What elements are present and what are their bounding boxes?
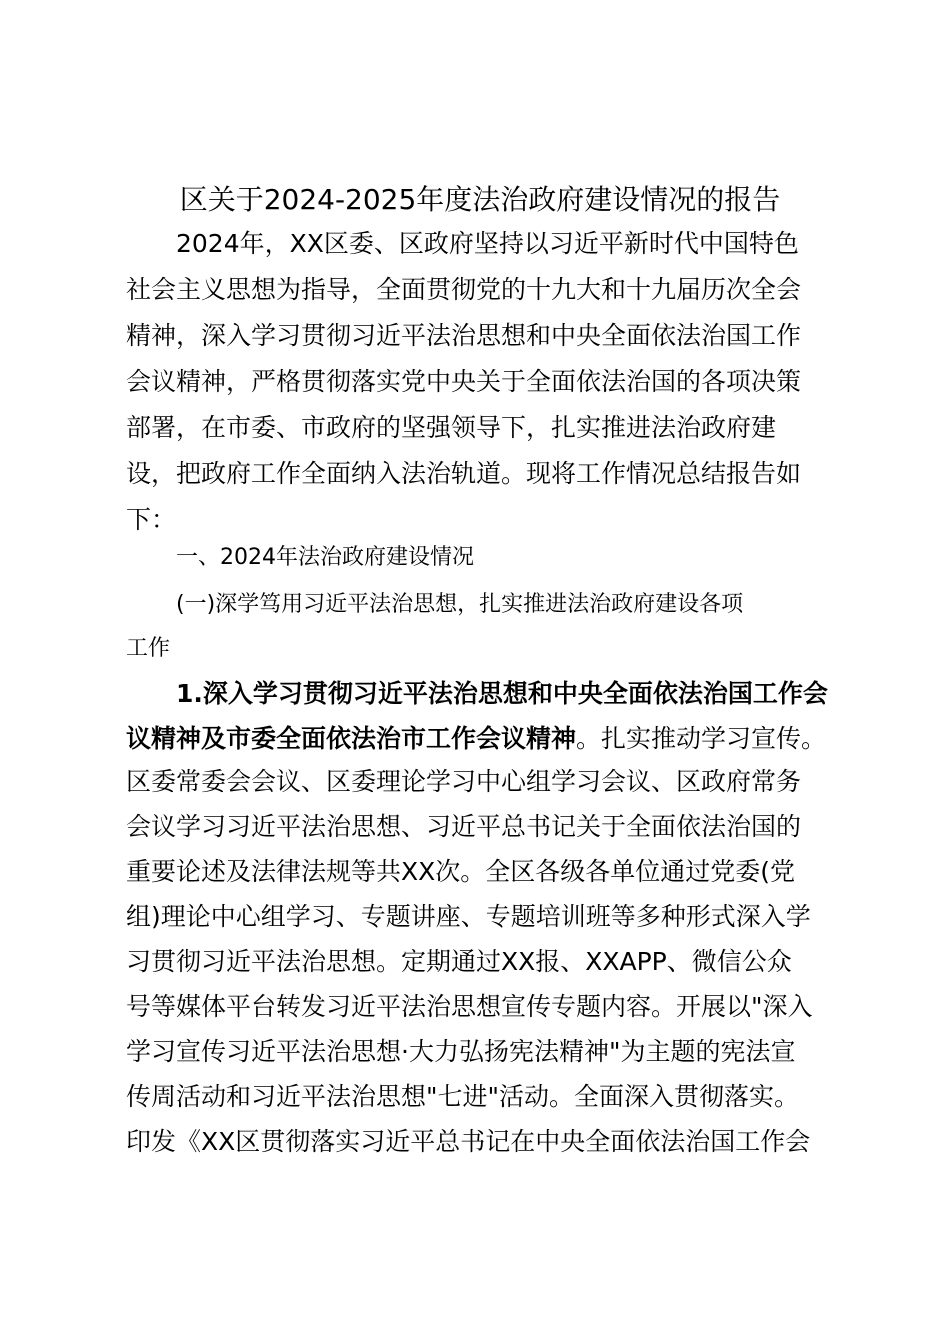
section-heading: 一、2024年法治政府建设情况 <box>176 545 474 570</box>
intro-line-7: 下： <box>126 505 177 534</box>
item1-line-10: 传周活动和习近平法治思想"七进"活动。全面深入贯彻落实。 <box>126 1082 800 1111</box>
item1-bold-line-1: 1.深入学习贯彻习近平法治思想和中央全面依法治国工作会 <box>176 679 828 708</box>
intro-line-1: 2024年，XX区委、区政府坚持以习近平新时代中国特色 <box>176 229 799 258</box>
intro-line-4: 会议精神，严格贯彻落实党中央关于全面依法治国的各项决策 <box>126 367 802 396</box>
item1-line-4: 会议学习习近平法治思想、习近平总书记关于全面依法治国的 <box>126 812 802 841</box>
subsection-heading-line-2: 工作 <box>126 636 171 661</box>
item1-line-7: 习贯彻习近平法治思想。定期通过XX报、XXAPP、微信公众 <box>126 947 792 976</box>
intro-line-2: 社会主义思想为指导，全面贯彻党的十九大和十九届历次全会 <box>126 275 802 304</box>
item1-line-11: 印发《XX区贯彻落实习近平总书记在中央全面依法治国工作会 <box>126 1127 811 1156</box>
item1-line-6: 组)理论中心组学习、专题讲座、专题培训班等多种形式深入学 <box>126 902 811 931</box>
item1-line-8: 号等媒体平台转发习近平法治思想宣传专题内容。开展以"深入 <box>126 992 813 1021</box>
subsection-heading-line-1: (一)深学笃用习近平法治思想，扎实推进法治政府建设各项 <box>176 592 744 617</box>
intro-line-3: 精神，深入学习贯彻习近平法治思想和中央全面依法治国工作 <box>126 321 802 350</box>
intro-line-5: 部署，在市委、市政府的坚强领导下，扎实推进法治政府建 <box>126 413 777 442</box>
item1-line-2-rest: 。扎实推动学习宣传。 <box>576 724 827 753</box>
item1-line-5: 重要论述及法律法规等共XX次。全区各级各单位通过党委(党 <box>126 857 796 886</box>
item1-line-9: 学习宣传习近平法治思想·大力弘扬宪法精神"为主题的宪法宣 <box>126 1037 796 1066</box>
item1-line-2 <box>126 722 826 756</box>
item1-line-3: 区委常委会会议、区委理论学习中心组学习会议、区政府常务 <box>126 767 802 796</box>
document-title: 区关于2024-2025年度法治政府建设情况的报告 <box>179 183 781 216</box>
intro-line-6: 设，把政府工作全面纳入法治轨道。现将工作情况总结报告如 <box>126 459 802 488</box>
item1-bold-line-2: 议精神及市委全面依法治市工作会议精神 <box>126 724 577 753</box>
